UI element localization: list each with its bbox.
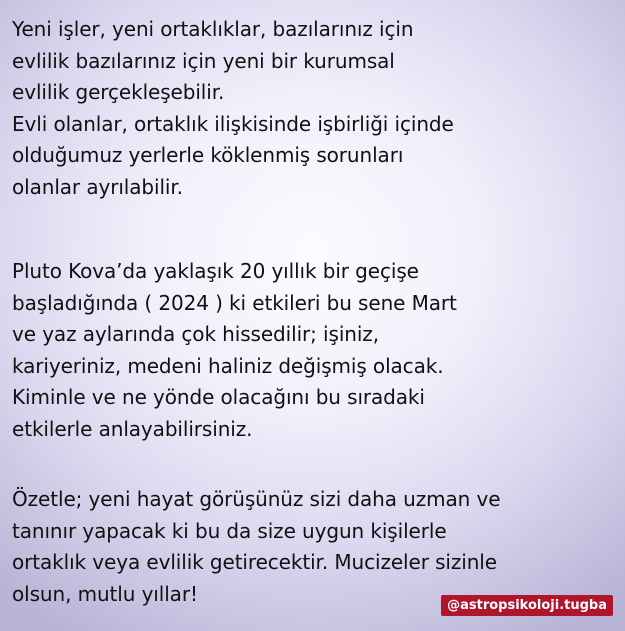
paragraph-intro: Yeni işler, yeni ortaklıklar, bazılarınız için evlilik bazılarınız için yeni bir kurumsal evlilik gerçekleşebilir. Evli olanlar, ortaklık ilişkisinde işbirliği içinde olduğumuz yerlerle köklenmiş sorunları olanlar ayrılabilir. xyxy=(12,17,454,199)
paragraph-summary: Özetle; yeni hayat görüşünüz sizi daha uzman ve tanınır yapacak ki bu da size uygun kişilerle ortaklık veya evlilik getirecektir. Mucizeler sizinle olsun, mutlu yıllar! xyxy=(12,487,501,606)
paragraph-pluto: Pluto Kova’da yaklaşık 20 yıllık bir geçişe başladığında ( 2024 ) ki etkileri bu sene Mart ve yaz aylarında çok hissedilir; işiniz, kariyeriniz, medeni haliniz değişmiş olacak. Kiminle ve ne yönde olacağını bu sıradaki etkilerle anlayabilirsiniz. xyxy=(12,259,457,441)
watermark-handle: @astropsikoloji.tugba xyxy=(441,595,613,616)
